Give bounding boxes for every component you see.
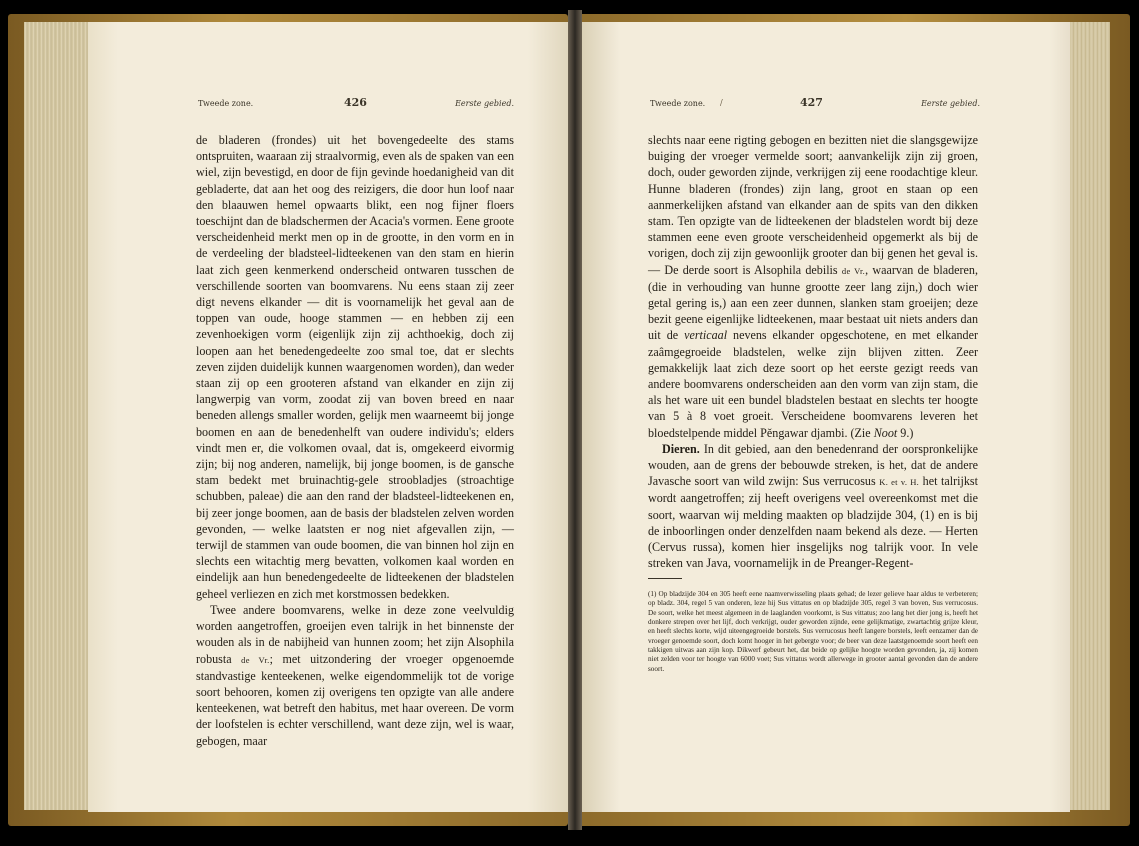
right-margin-mark: / [720,98,723,107]
right-paragraph-1-noot: Noot [873,425,898,440]
right-running-head-section: Tweede zone. [650,99,706,108]
right-running-head [650,96,980,110]
left-page-number: 426 [344,96,367,109]
left-running-head [198,96,514,110]
left-paragraph-2 [196,602,514,749]
right-page-edges [1068,22,1110,810]
left-page-body [196,132,514,749]
right-paragraph-1-text-d: 9.) [900,425,914,440]
left-page-edges [24,22,92,810]
left-running-head-area: Eerste gebied. [455,99,514,108]
right-paragraph-2 [648,441,978,572]
right-paragraph-2-heading: Dieren. [662,441,700,456]
right-paragraph-1-author-abbr: de Vr. [841,265,866,276]
right-page-number: 427 [800,96,823,109]
right-paragraph-1-text-a: slechts naar eene rigting gebogen en bezitten niet die slangsgewijze buiging der vroeger vermelde soort; aanvankelijk zijn zij groen, doch, ouder geworden zijnde, verkrijgen zij eene roodachtige kleur. Hunne bladeren (frondes) zijn lang, groot en staan op een aanmerkelijken afstand van elkander aan de spits van den dikken stam. Ten opzigte van de lidteekenen der bladstelen wordt bij deze stammen eene even groote verscheidenheid opgemerkt als bij de vorigen, doch zij zijn gewoonlijk grooter dan bij genen het geval is. — De derde soort is Alsophila debilis [648,133,978,277]
right-paragraph-1-text-c: nevens elkander opgeschotene, en met elkander zaâmgegroeide bladstelen, welke zijn blijven zitten. Zeer gemakkelijk laat zich deze soort op het eerste gezigt reeds van andere boomvarens onderscheiden aan den vorm van zijn stam, die als het ware uit een bundel bladstelen bestaat en slechts ter hoogte van 5 à 8 voet groeit. Verscheidene boomvarens leveren het bloedstelpende middel Pěngawar djambi. (Zie [648,328,978,440]
left-running-head-section: Tweede zone. [198,99,254,108]
right-paragraph-1 [648,132,978,441]
right-paragraph-2-author-abbr: K. et v. H. [879,477,920,488]
left-paragraph-2-text-b: ; met uitzondering der vroeger opgenoemde standvastige kenteekenen, welke eigendommelijk tot de vorige soort behooren, komen zij overigens ten opzigte van alle andere kenteekenen, wat betreft den habitus, met haar overeen. De vorm der loofstelen is echter verschillend, want deze zijn, wel is waar, gebogen, maar [196,651,514,748]
right-paragraph-2-text-a: In dit gebied, aan den benedenrand der oorspronkelijke wouden, aan de grens der bebouwde streken, is het, dat de andere Javasche soort van wild zwijn: Sus verrucosus [648,441,978,489]
footnote-rule [648,578,682,579]
right-paragraph-1-italic-term: verticaal [684,328,728,343]
right-paragraph-2-text-b: het talrijkst wordt aangetroffen; zij heeft overigens veel overeenkomst met die soort, waarvan wij melding maakten op bladzijde 304, (1) en is bij de inboorlingen onder denzelfden naam bekend als deze. — Herten (Cervus russa), komen hier insgelijks nog talrijk voor. In vele streken van Java, voornamelijk in de Preanger-Regent- [648,474,978,571]
right-paragraph-1-text-b: , waarvan de bladeren, (die in verhouding van hunne grootte zeer lang zijn,) doch wier getal gering is,) aan een zeer dunnen, slanken stam groeijen; deze bezit geene eigenlijke lidteekenen, maar bestaat uit niets anders dan uit de [648,262,978,343]
right-running-head-area: Eerste gebied. [921,99,980,108]
book-gutter [568,10,582,832]
bottom-background [0,830,1139,846]
left-paragraph-2-text-a: Twee andere boomvarens, welke in deze zone veelvuldig worden aangetroffen, groeijen even talrijk in het binnenste der wouden als in de nabijheid van hunnen zoom; het zijn Alsophila robusta [196,602,514,666]
left-paragraph-1: de bladeren (frondes) uit het bovengedeelte des stams ontspruiten, waaraan zij straalvormig, even als de spaken van een wiel, zijn bevestigd, en door de fijn gevinde hoedanigheid van dit gebladerte, dat aan het oog des reizigers, die door hun loof naar den blaauwen hemel opwaarts blikt, een nog fijner floers toeschijnt dan de bladschermen der Acacia's vormen. Eene groote verscheidenheid merkt men op in de grootte, in den vorm en in de verdeeling der bladsteel-lidteekenen van den stam en hierin laat zich geen kenmerkend onderscheid ontwaren tusschen de verschillende soorten van boomvarens. Nu eens staan zij zeer digt nevens elkander — dit is voornamelijk het geval aan de toppen van oude, hooge stammen — en hebben zij een zevenhoekigen vorm (eigenlijk zijn zij achthoekig, doch zij loopen aan het benedengedeelte zoo smal toe, dat er slechts zeven zijden duidelijk kunnen waargenomen worden), dan weder staan zij op een grooteren afstand van elkander en zijn zij langwerpig van vorm, zoodat zij van boven breed en naar beneden allengs smaller worden, gelijk men waarneemt bij jonge boomen en aan de benedenhelft van oudere individu's; elders vindt men er, die volkomen ovaal, dat is, omgekeerd eivormig zijn; bij nog anderen, namelijk, bij jonge boomen, is de gansche stam bedekt met bruinachtig-gele stroobladjes (stroachtige schubben, paleae) die aan den rand der bladsteel-lidteekenen en, bij zeer jonge boomen, aan de basis der bladstelen zelven worden gevonden, — welke laatsten er nog niet afgevallen zijn, — terwijl de stammen van oude boomen, die van binnen hol zijn en slechts een witachtig merg bevatten, volkomen kaal worden en eindelijk aan hun benedengedeelte de lidteekenen der bladstelen geheel verliezen en zich met korstmossen bedekken. [196,133,514,601]
left-paragraph-2-author-abbr: de Vr. [241,654,270,665]
right-page-body [648,132,978,571]
footnote: (1) Op bladzijde 304 en 305 heeft eene naamverwisseling plaats gehad; de lezer gelieve haar aldus te verbeteren; op bladz. 304, regel 5 van onderen, leze hij Sus vittatus en op bladzijde 305, regel 3 van boven, Sus verrucosus. De soort, welke het meest algemeen in de laaglanden voorkomt, is Sus vittatus; zoo lang het dier jong is, heeft het donkere strepen over het lijf, doch verkrijgt, ouder geworden zijnde, eene gelijkmatige, zwartachtig grijze kleur, en heeft slechts korte, wijd uiteengegroeide borstels. Sus verrucosus heeft langere borstels, leeft eenzamer dan de vroeger genoemde soort, doch komt hooger in het gebergte voor; de beer van deze laatstgenoemde soort heeft een takkigen uitwas aan zijn kop. Dikwerf gebeurt het, dat beide op gelijke hoogte worden gevonden, ja, zij komen niet zelden voor ter hoogte van 6000 voet; Sus vittatus wordt allerwege in grooter aantal gevonden dan de andere soort. [648,590,978,673]
